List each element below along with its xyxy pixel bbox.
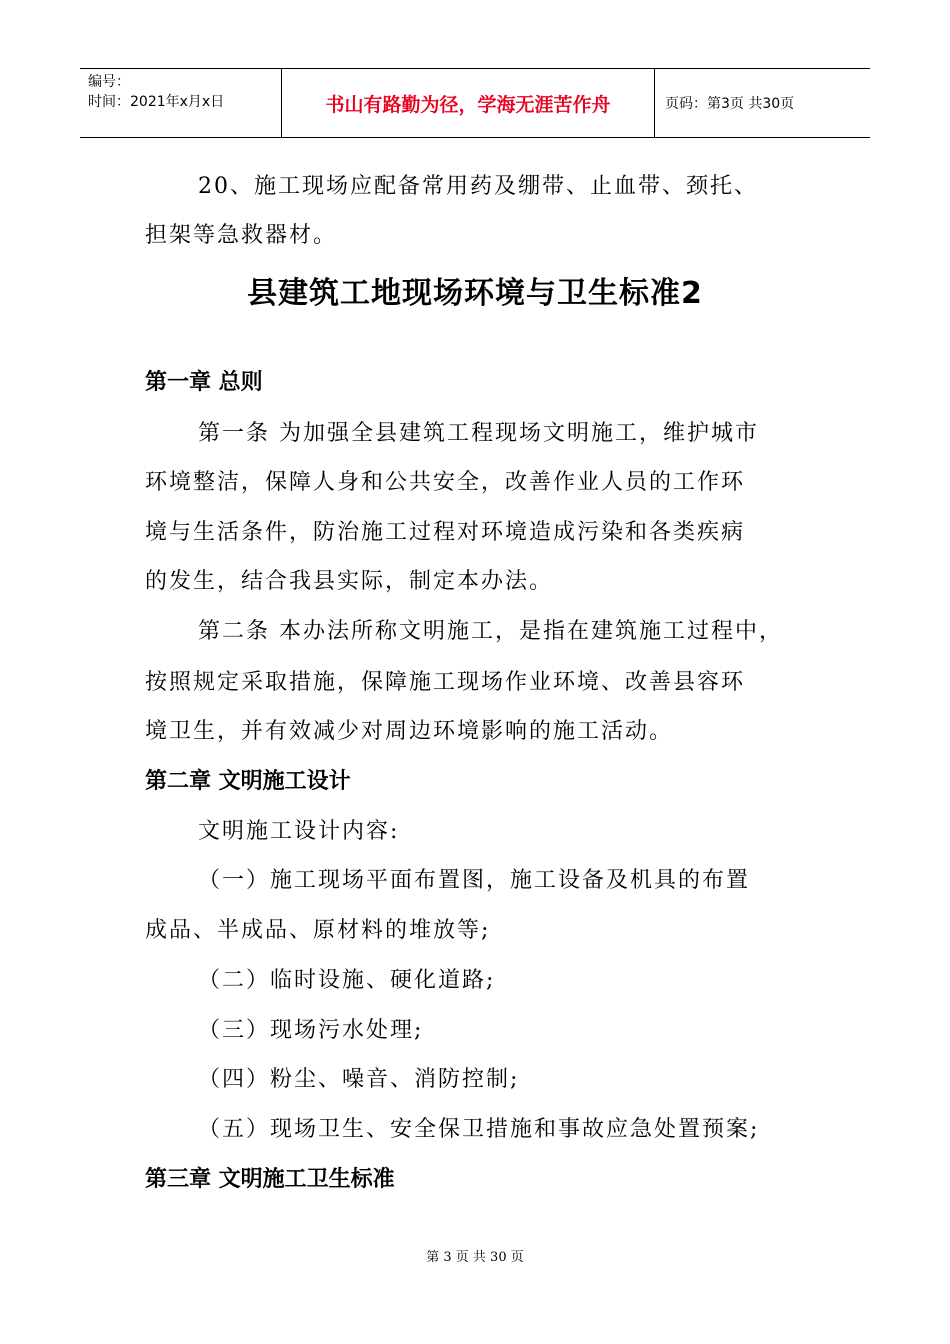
- header-meta-cell: [80, 69, 282, 137]
- page-info-text: 页码：第3页 共30页: [665, 96, 795, 112]
- article1-line2: 环境整洁，保障人身和公共安全，改善作业人员的工作环: [145, 470, 746, 495]
- design-item5: （五）现场卫生、安全保卫措施和事故应急处置预案;: [198, 1117, 760, 1142]
- design-item1-line1: （一）施工现场平面布置图，施工设备及机具的布置: [198, 868, 751, 893]
- article2-line1: 第二条 本办法所称文明施工，是指在建筑施工过程中，: [198, 619, 783, 644]
- page-footer: 第 3 页 共 30 页: [426, 1250, 524, 1265]
- date-label: 时间：2021年x月x日: [88, 94, 225, 110]
- article2-line3: 境卫生，并有效减少对周边环境影响的施工活动。: [145, 719, 674, 744]
- article1-line3: 境与生活条件，防治施工过程对环境造成污染和各类疾病: [145, 520, 746, 545]
- document-title: 县建筑工地现场环境与卫生标准2: [247, 276, 703, 311]
- design-item1-line2: 成品、半成品、原材料的堆放等;: [145, 918, 491, 943]
- design-item2: （二）临时设施、硬化道路;: [198, 968, 496, 993]
- article1-line1: 第一条 为加强全县建筑工程现场文明施工，维护城市: [198, 421, 759, 446]
- page-info-cell: [655, 69, 870, 137]
- design-item3: （三）现场污水处理;: [198, 1018, 424, 1043]
- header-table: [80, 68, 870, 138]
- motto-text: 书山有路勤为径，学海无涯苦作舟: [325, 93, 611, 116]
- article2-line2: 按照规定采取措施，保障施工现场作业环境、改善县容环: [145, 670, 746, 695]
- chapter1-heading: 第一章 总则: [145, 370, 263, 395]
- chapter2-heading: 第二章 文明施工设计: [145, 769, 351, 794]
- motto-cell: [282, 69, 655, 137]
- design-intro: 文明施工设计内容:: [198, 819, 400, 844]
- chapter3-heading: 第三章 文明施工卫生标准: [145, 1167, 395, 1192]
- article1-line4: 的发生，结合我县实际，制定本办法。: [145, 569, 554, 594]
- item20-line1: 20、施工现场应配备常用药及绷带、止血带、颈托、: [198, 174, 758, 199]
- item20-line2: 担架等急救器材。: [145, 223, 338, 248]
- number-label: 编号：: [88, 74, 130, 90]
- design-item4: （四）粉尘、噪音、消防控制;: [198, 1067, 520, 1092]
